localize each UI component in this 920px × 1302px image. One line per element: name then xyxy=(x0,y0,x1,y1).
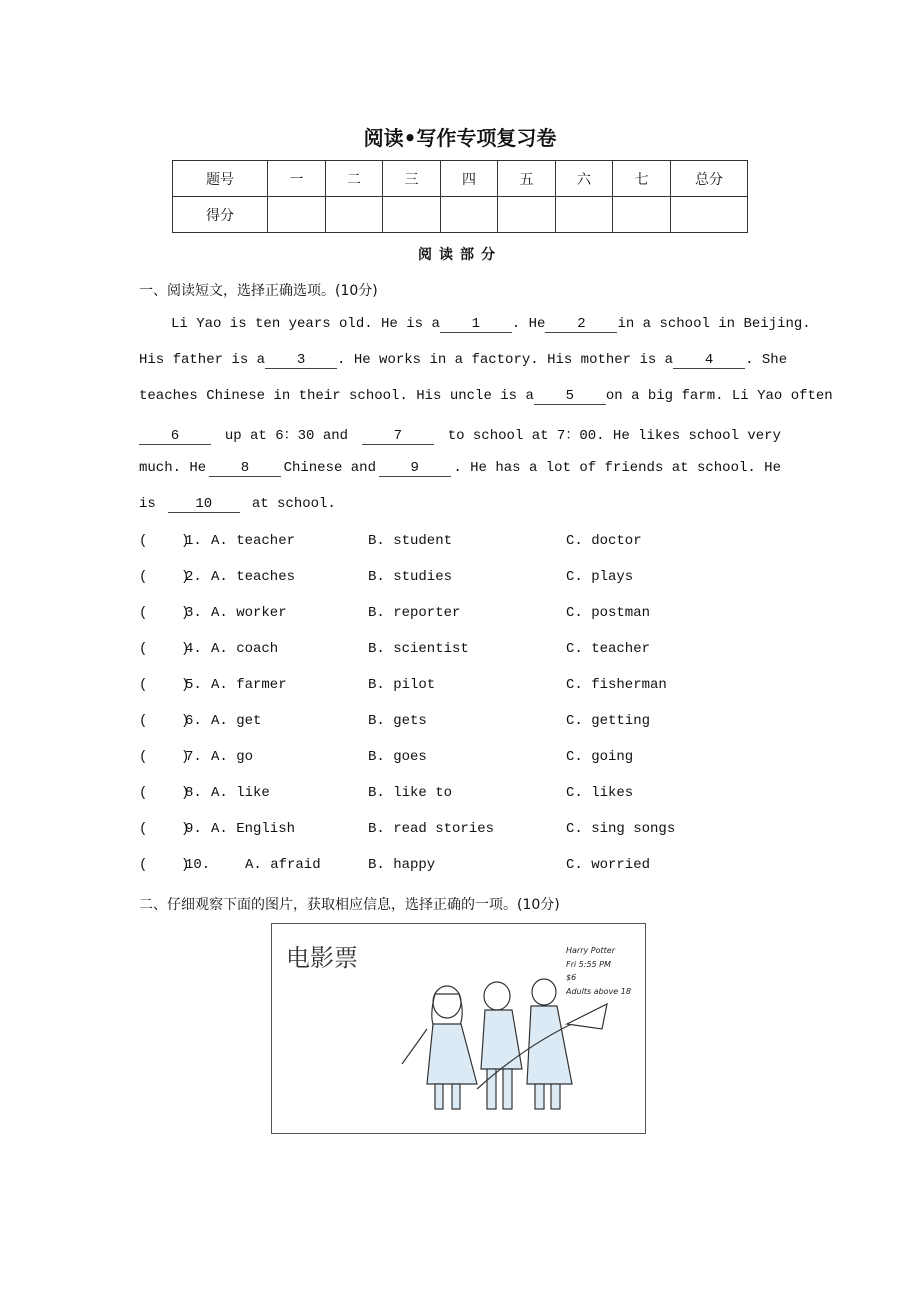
option-b: B. like to xyxy=(368,785,453,801)
answer-blank[interactable]: 3 xyxy=(265,353,337,369)
option-c: C. getting xyxy=(566,713,651,729)
answer-blank[interactable]: 1 xyxy=(440,317,512,333)
option-a: A. afraid xyxy=(245,857,321,873)
question-number: 2. xyxy=(185,569,202,585)
answer-bracket[interactable]: ( ) xyxy=(139,857,190,873)
answer-bracket[interactable]: ( ) xyxy=(139,605,190,621)
table-cell: 一 xyxy=(268,161,326,197)
passage-text: . He xyxy=(511,316,546,332)
score-table-header-row xyxy=(173,161,748,197)
option-c: C. going xyxy=(566,749,634,765)
option-a: A. go xyxy=(211,749,254,765)
answer-bracket[interactable]: ( ) xyxy=(139,533,190,549)
section-subtitle: 阅读部分 xyxy=(418,247,502,263)
passage-line xyxy=(139,424,781,445)
option-c: C. teacher xyxy=(566,641,651,657)
answer-blank[interactable]: 10 xyxy=(168,497,240,513)
passage-text: His father is a xyxy=(139,352,266,368)
question-number: 5. xyxy=(185,677,202,693)
question-number: 7. xyxy=(185,749,202,765)
answer-blank[interactable]: 7 xyxy=(362,429,434,445)
option-b: B. read stories xyxy=(368,821,495,837)
score-cell[interactable] xyxy=(556,197,613,233)
answer-bracket[interactable]: ( ) xyxy=(139,677,190,693)
score-cell[interactable] xyxy=(326,197,383,233)
passage-text: Li Yao is ten years old. He is a xyxy=(171,316,440,332)
answer-blank[interactable]: 8 xyxy=(209,461,281,477)
option-b: B. student xyxy=(368,533,453,549)
score-table-score-row xyxy=(173,197,748,233)
passage-text: in a school in Beijing. xyxy=(617,316,811,332)
option-c: C. worried xyxy=(566,857,651,873)
score-cell[interactable] xyxy=(441,197,498,233)
score-cell[interactable] xyxy=(613,197,671,233)
passage-line xyxy=(171,316,811,333)
characters-illustration xyxy=(397,974,627,1124)
score-table xyxy=(172,160,748,233)
question-number: 3. xyxy=(185,605,202,621)
option-a: A. teacher xyxy=(211,533,296,549)
score-cell[interactable] xyxy=(498,197,556,233)
question-number: 9. xyxy=(185,821,202,837)
question-number: 1. xyxy=(185,533,202,549)
table-cell: 题号 xyxy=(173,161,268,197)
question-number: 10. xyxy=(185,857,211,873)
table-cell: 总分 xyxy=(671,161,748,197)
ticket-price: $6 xyxy=(566,973,577,982)
answer-blank[interactable]: 2 xyxy=(545,317,617,333)
option-c: C. fisherman xyxy=(566,677,667,693)
answer-bracket[interactable]: ( ) xyxy=(139,641,190,657)
option-b: B. reporter xyxy=(368,605,461,621)
passage-text: . He has a lot of friends at school. He xyxy=(453,460,781,476)
question-number: 6. xyxy=(185,713,202,729)
passage-text: at school. xyxy=(251,496,336,512)
option-b: B. scientist xyxy=(368,641,469,657)
passage-text: . He works in a factory. His mother is a xyxy=(337,352,674,368)
score-cell[interactable] xyxy=(383,197,441,233)
option-a: A. worker xyxy=(211,605,287,621)
passage-text: up at 6：30 and xyxy=(224,428,349,444)
answer-blank[interactable]: 6 xyxy=(139,429,211,445)
option-b: B. studies xyxy=(368,569,453,585)
answer-bracket[interactable]: ( ) xyxy=(139,821,190,837)
option-b: B. gets xyxy=(368,713,427,729)
answer-blank[interactable]: 9 xyxy=(379,461,451,477)
section2-heading: 二、仔细观察下面的图片，获取相应信息，选择正确的一项。(10分) xyxy=(139,897,560,913)
answer-blank[interactable]: 5 xyxy=(534,389,606,405)
option-c: C. plays xyxy=(566,569,634,585)
option-a: A. teaches xyxy=(211,569,296,585)
ticket-title: 电影票 xyxy=(286,944,358,972)
option-b: B. goes xyxy=(368,749,427,765)
answer-bracket[interactable]: ( ) xyxy=(139,749,190,765)
question-number: 8. xyxy=(185,785,202,801)
page-title: 阅读•写作专项复习卷 xyxy=(363,126,557,150)
question-number: 4. xyxy=(185,641,202,657)
option-b: B. pilot xyxy=(368,677,436,693)
passage-text: much. He xyxy=(139,460,207,476)
option-a: A. English xyxy=(211,821,296,837)
table-cell: 五 xyxy=(498,161,556,197)
passage-line xyxy=(139,496,781,513)
answer-bracket[interactable]: ( ) xyxy=(139,713,190,729)
option-a: A. coach xyxy=(211,641,279,657)
option-b: B. happy xyxy=(368,857,436,873)
passage-line xyxy=(139,352,788,369)
passage-text: teaches Chinese in their school. His uncle is a xyxy=(139,388,534,404)
score-cell[interactable] xyxy=(268,197,326,233)
option-c: C. likes xyxy=(566,785,634,801)
option-c: C. postman xyxy=(566,605,651,621)
table-cell: 二 xyxy=(326,161,383,197)
passage-text: Chinese and xyxy=(283,460,376,476)
passage-line xyxy=(139,460,781,477)
score-cell[interactable] xyxy=(671,197,748,233)
answer-blank[interactable]: 4 xyxy=(673,353,745,369)
option-a: A. get xyxy=(211,713,262,729)
option-a: A. like xyxy=(211,785,270,801)
answer-bracket[interactable]: ( ) xyxy=(139,785,190,801)
ticket-movie: Harry Potter xyxy=(566,946,615,955)
option-c: C. sing songs xyxy=(566,821,676,837)
option-a: A. farmer xyxy=(211,677,287,693)
passage-text: is xyxy=(139,496,156,512)
table-cell: 三 xyxy=(383,161,441,197)
ticket-time: Fri 5:55 PM xyxy=(566,959,611,969)
table-cell: 六 xyxy=(556,161,613,197)
ticket-restriction: Adults above 18 xyxy=(566,986,631,996)
passage-text: on a big farm. Li Yao often xyxy=(605,388,833,404)
answer-bracket[interactable]: ( ) xyxy=(139,569,190,585)
table-cell: 七 xyxy=(613,161,671,197)
table-cell: 得分 xyxy=(173,197,268,233)
passage-text: . She xyxy=(745,352,788,368)
passage-line xyxy=(139,388,833,405)
table-cell: 四 xyxy=(441,161,498,197)
section1-heading: 一、阅读短文，选择正确选项。(10分) xyxy=(139,283,378,299)
option-c: C. doctor xyxy=(566,533,642,549)
movie-ticket-image xyxy=(271,923,646,1134)
passage-text: to school at 7：00. He likes school very xyxy=(447,428,781,444)
